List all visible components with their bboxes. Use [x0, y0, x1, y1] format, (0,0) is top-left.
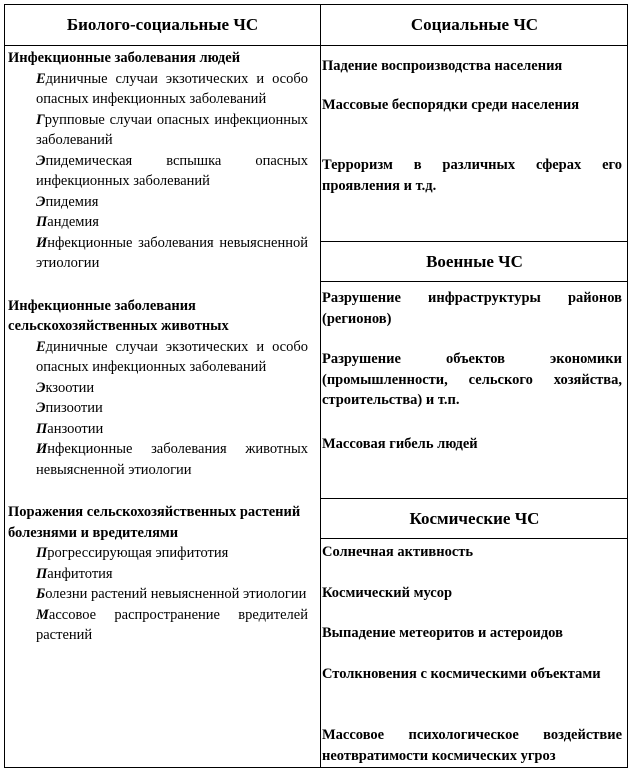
list-item: Эпидемическая вспышка опасных инфекционных заболеваний	[36, 152, 308, 189]
list-item: Групповые случаи опасных инфекционных заболеваний	[36, 111, 308, 148]
list-item: Болезни растений невыясненной этиологии	[36, 586, 307, 602]
space-item: Солнечная активность	[322, 544, 474, 560]
military-item: Разрушение объектов экономики (промышленности, сельского хозяйства, строительства) и т.п.	[322, 351, 622, 408]
group-title-animals: Инфекционные заболевания сельскохозяйственных животных	[8, 297, 229, 334]
list-item: Прогрессирующая эпифитотия	[36, 545, 229, 561]
column-divider	[320, 5, 321, 767]
social-item: Терроризм в различных сферах его проявления и т.д.	[322, 157, 622, 194]
list-item: Инфекционные заболевания невыясненной этиологии	[36, 234, 308, 271]
header-bio-social: Биолого-социальные ЧС	[66, 15, 259, 34]
social-item: Падение воспроизводства населения	[322, 58, 563, 74]
list-item: Эпизоотии	[36, 400, 103, 416]
header-space: Космические ЧС	[409, 509, 540, 528]
bio-social-list	[8, 48, 308, 646]
list-item: Экзоотии	[36, 379, 95, 396]
list-item: Панфитотия	[36, 565, 113, 582]
space-item: Выпадение метеоритов и астероидов	[322, 625, 563, 641]
military-item: Разрушение инфраструктуры районов (регионов)	[322, 290, 622, 327]
space-item: Массовое психологическое воздействие неотвратимости космических угроз	[322, 727, 622, 764]
military-item: Массовая гибель людей	[322, 436, 478, 452]
header-military: Военные ЧС	[426, 252, 523, 271]
list-item: Инфекционные заболевания животных невыясненной этиологии	[36, 441, 308, 478]
group-title-plants: Поражения сельскохозяйственных растений болезнями и вредителями	[8, 504, 301, 541]
list-item: Единичные случаи экзотических и особо опасных инфекционных заболеваний	[36, 338, 308, 375]
list-item: Единичные случаи экзотических и особо опасных инфекционных заболеваний	[36, 70, 308, 107]
list-item: Пандемия	[36, 214, 99, 230]
space-item: Столкновения с космическими объектами	[322, 666, 601, 682]
social-item: Массовые беспорядки среди населения	[322, 97, 580, 113]
list-item: Массовое распространение вредителей растений	[36, 606, 308, 643]
list-item: Эпидемия	[36, 193, 99, 210]
list-item: Панзоотии	[36, 420, 104, 437]
group-title-humans: Инфекционные заболевания людей	[8, 50, 241, 66]
header-social: Социальные ЧС	[410, 15, 539, 34]
header-divider	[5, 45, 627, 46]
space-item: Космический мусор	[322, 585, 453, 601]
